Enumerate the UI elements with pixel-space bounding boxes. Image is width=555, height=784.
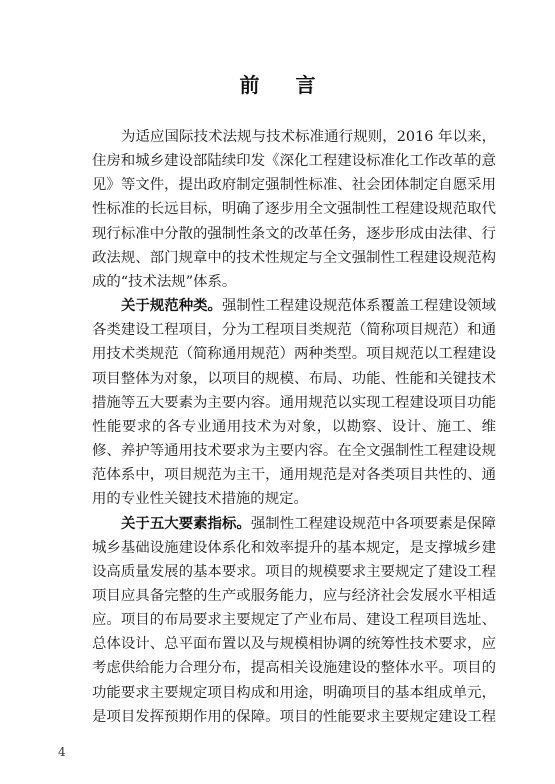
text-line: 用的专业性关键技术措施的规定。 [92,491,308,508]
text-line: 成的“技术法规”体系。 [92,273,237,290]
text-line: 用技术类规范（简称通用规范）两种类型。项目规范以工程建设 [92,346,496,363]
text-line: 项目应具备完整的生产或服务能力，应与经济社会发展水平相适 [92,587,496,604]
body-text [92,125,496,729]
text-line: 总体设计、总平面布置以及与规模相协调的统筹性技术要求，应 [92,636,496,653]
text-span: 强制性工程建设规范体系覆盖工程建设领域 [221,298,496,315]
text-line: 应。项目的布局要求主要规定了产业布局、建设工程项目选址、 [92,612,496,629]
text-line [92,294,496,318]
paragraph-lead: 关于五大要素指标。 [121,515,251,532]
text-line: 范体系中，项目规范为主干，通用规范是对各类项目共性的、通 [92,467,496,484]
text-line: 为适应国际技术法规与技术标准通行规则，2016 年以来， [121,129,496,145]
paragraph-lead: 关于规范种类。 [121,298,222,315]
text-line: 性能要求的各专业通用技术为对象，以勘察、设计、施工、维 [92,418,496,435]
text-line: 住房和城乡建设部陆续印发《深化工程建设标准化工作改革的意 [92,153,496,170]
text-line [92,512,496,536]
text-line: 政法规、部门规章中的技术性规定与全文强制性工程建设规范构 [92,249,496,266]
text-span: 强制性工程建设规范中各项要素是保障 [250,515,496,532]
text-line: 是项目发挥预期作用的保障。项目的性能要求主要规定建设工程 [92,708,496,725]
text-line: 现行标准中分散的强制性条文的改革任务，逐步形成由法律、行 [92,225,496,242]
text-line: 措施等五大要素为主要内容。通用规范以实现工程建设项目功能 [92,394,496,411]
text-line: 项目整体为对象，以项目的规模、布局、功能、性能和关键技术 [92,370,496,387]
page-title: 前言 [239,73,352,97]
paragraph-five-elements [92,512,496,729]
page-number: 4 [58,745,66,759]
text-line: 见》等文件，提出政府制定强制性标准、社会团体制定自愿采用 [92,177,496,194]
text-line: 城乡基础设施建设体系化和效率提升的基本规定，是支撑城乡建 [92,539,496,556]
text-line: 修、养护等通用技术要求为主要内容。在全文强制性工程建设规 [92,443,496,460]
paragraph-intro [92,125,496,294]
text-line: 性标准的长远目标，明确了逐步用全文强制性工程建设规范取代 [92,201,496,218]
text-line: 考虑供给能力合理分布，提高相关设施建设的整体水平。项目的 [92,660,496,677]
text-line: 功能要求主要规定项目构成和用途，明确项目的基本组成单元， [92,684,496,701]
paragraph-spec-types [92,294,496,511]
text-line: 设高质量发展的基本要求。项目的规模要求主要规定了建设工程 [92,563,496,580]
text-line: 各类建设工程项目，分为工程项目类规范（简称项目规范）和通 [92,322,496,339]
